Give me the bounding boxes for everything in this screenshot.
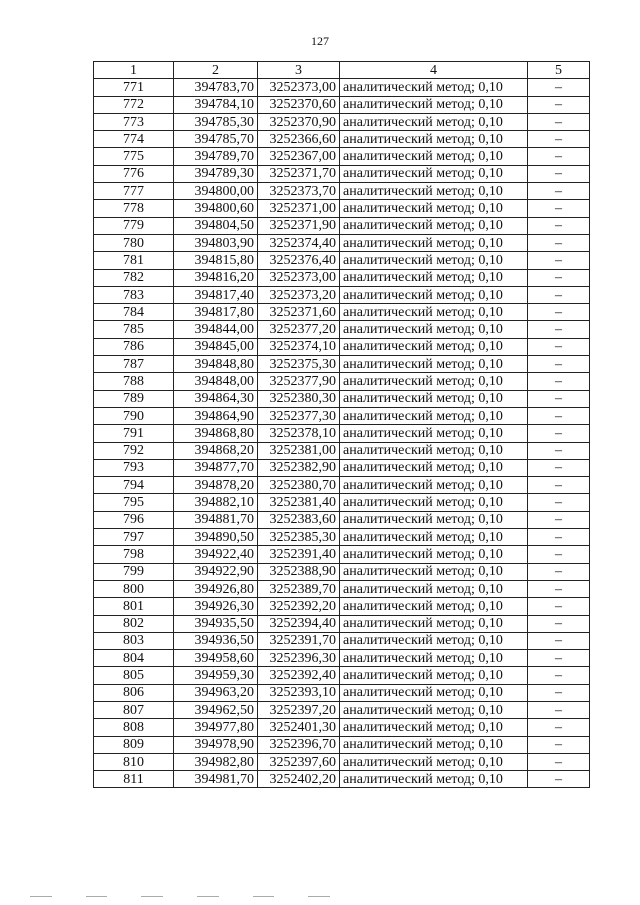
y-coordinate-cell: 3252396,70 <box>258 736 340 753</box>
x-coordinate-cell: 394800,00 <box>174 183 258 200</box>
method-cell: аналитический метод; 0,10 <box>340 442 528 459</box>
method-cell: аналитический метод; 0,10 <box>340 771 528 788</box>
point-number-cell: 803 <box>94 632 174 649</box>
point-number-cell: 797 <box>94 529 174 546</box>
y-coordinate-cell: 3252377,30 <box>258 407 340 424</box>
method-cell: аналитический метод; 0,10 <box>340 234 528 251</box>
method-cell: аналитический метод; 0,10 <box>340 286 528 303</box>
table-row <box>94 183 590 200</box>
x-coordinate-cell: 394926,30 <box>174 598 258 615</box>
x-coordinate-cell: 394962,50 <box>174 701 258 718</box>
table-row <box>94 719 590 736</box>
x-coordinate-cell: 394922,40 <box>174 546 258 563</box>
note-cell: – <box>528 217 590 234</box>
point-number-cell: 798 <box>94 546 174 563</box>
note-cell: – <box>528 511 590 528</box>
method-cell: аналитический метод; 0,10 <box>340 390 528 407</box>
table-row <box>94 511 590 528</box>
x-coordinate-cell: 394816,20 <box>174 269 258 286</box>
y-coordinate-cell: 3252393,10 <box>258 684 340 701</box>
method-cell: аналитический метод; 0,10 <box>340 373 528 390</box>
y-coordinate-cell: 3252402,20 <box>258 771 340 788</box>
note-cell: – <box>528 701 590 718</box>
method-cell: аналитический метод; 0,10 <box>340 667 528 684</box>
table-row <box>94 200 590 217</box>
y-coordinate-cell: 3252370,90 <box>258 113 340 130</box>
table-row <box>94 667 590 684</box>
point-number-cell: 811 <box>94 771 174 788</box>
x-coordinate-cell: 394981,70 <box>174 771 258 788</box>
point-number-cell: 810 <box>94 753 174 770</box>
y-coordinate-cell: 3252391,70 <box>258 632 340 649</box>
y-coordinate-cell: 3252370,60 <box>258 96 340 113</box>
note-cell: – <box>528 96 590 113</box>
note-cell: – <box>528 286 590 303</box>
method-cell: аналитический метод; 0,10 <box>340 407 528 424</box>
x-coordinate-cell: 394783,70 <box>174 79 258 96</box>
y-coordinate-cell: 3252378,10 <box>258 425 340 442</box>
x-coordinate-cell: 394845,00 <box>174 338 258 355</box>
x-coordinate-cell: 394877,70 <box>174 459 258 476</box>
y-coordinate-cell: 3252377,20 <box>258 321 340 338</box>
column-header-1: 1 <box>94 62 174 79</box>
point-number-cell: 799 <box>94 563 174 580</box>
y-coordinate-cell: 3252380,30 <box>258 390 340 407</box>
y-coordinate-cell: 3252397,60 <box>258 753 340 770</box>
method-cell: аналитический метод; 0,10 <box>340 96 528 113</box>
point-number-cell: 774 <box>94 131 174 148</box>
y-coordinate-cell: 3252397,20 <box>258 701 340 718</box>
point-number-cell: 772 <box>94 96 174 113</box>
table-row <box>94 701 590 718</box>
note-cell: – <box>528 477 590 494</box>
table-row <box>94 338 590 355</box>
y-coordinate-cell: 3252383,60 <box>258 511 340 528</box>
x-coordinate-cell: 394882,10 <box>174 494 258 511</box>
point-number-cell: 786 <box>94 338 174 355</box>
method-cell: аналитический метод; 0,10 <box>340 425 528 442</box>
y-coordinate-cell: 3252373,00 <box>258 269 340 286</box>
point-number-cell: 775 <box>94 148 174 165</box>
x-coordinate-cell: 394958,60 <box>174 650 258 667</box>
table-row <box>94 79 590 96</box>
x-coordinate-cell: 394789,30 <box>174 165 258 182</box>
note-cell: – <box>528 771 590 788</box>
note-cell: – <box>528 598 590 615</box>
y-coordinate-cell: 3252371,70 <box>258 165 340 182</box>
point-number-cell: 801 <box>94 598 174 615</box>
method-cell: аналитический метод; 0,10 <box>340 113 528 130</box>
x-coordinate-cell: 394784,10 <box>174 96 258 113</box>
table-row <box>94 546 590 563</box>
table-row <box>94 113 590 130</box>
table-row <box>94 217 590 234</box>
note-cell: – <box>528 684 590 701</box>
note-cell: – <box>528 183 590 200</box>
point-number-cell: 792 <box>94 442 174 459</box>
point-number-cell: 795 <box>94 494 174 511</box>
method-cell: аналитический метод; 0,10 <box>340 615 528 632</box>
note-cell: – <box>528 304 590 321</box>
x-coordinate-cell: 394868,80 <box>174 425 258 442</box>
point-number-cell: 806 <box>94 684 174 701</box>
note-cell: – <box>528 373 590 390</box>
y-coordinate-cell: 3252373,70 <box>258 183 340 200</box>
method-cell: аналитический метод; 0,10 <box>340 217 528 234</box>
column-header-4: 4 <box>340 62 528 79</box>
note-cell: – <box>528 529 590 546</box>
y-coordinate-cell: 3252392,20 <box>258 598 340 615</box>
note-cell: – <box>528 632 590 649</box>
table-row <box>94 771 590 788</box>
y-coordinate-cell: 3252366,60 <box>258 131 340 148</box>
note-cell: – <box>528 719 590 736</box>
x-coordinate-cell: 394815,80 <box>174 252 258 269</box>
table-row <box>94 477 590 494</box>
y-coordinate-cell: 3252380,70 <box>258 477 340 494</box>
point-number-cell: 773 <box>94 113 174 130</box>
table-row <box>94 131 590 148</box>
table-row <box>94 632 590 649</box>
note-cell: – <box>528 79 590 96</box>
y-coordinate-cell: 3252376,40 <box>258 252 340 269</box>
method-cell: аналитический метод; 0,10 <box>340 338 528 355</box>
table-row <box>94 459 590 476</box>
column-header-2: 2 <box>174 62 258 79</box>
note-cell: – <box>528 234 590 251</box>
page-number: 127 <box>311 34 329 48</box>
point-number-cell: 790 <box>94 407 174 424</box>
x-coordinate-cell: 394864,30 <box>174 390 258 407</box>
table-row <box>94 321 590 338</box>
x-coordinate-cell: 394978,90 <box>174 736 258 753</box>
x-coordinate-cell: 394922,90 <box>174 563 258 580</box>
point-number-cell: 805 <box>94 667 174 684</box>
table-row <box>94 96 590 113</box>
x-coordinate-cell: 394959,30 <box>174 667 258 684</box>
point-number-cell: 796 <box>94 511 174 528</box>
y-coordinate-cell: 3252401,30 <box>258 719 340 736</box>
y-coordinate-cell: 3252377,90 <box>258 373 340 390</box>
point-number-cell: 779 <box>94 217 174 234</box>
method-cell: аналитический метод; 0,10 <box>340 459 528 476</box>
table-row <box>94 234 590 251</box>
method-cell: аналитический метод; 0,10 <box>340 511 528 528</box>
table-row <box>94 148 590 165</box>
note-cell: – <box>528 131 590 148</box>
method-cell: аналитический метод; 0,10 <box>340 701 528 718</box>
point-number-cell: 783 <box>94 286 174 303</box>
point-number-cell: 782 <box>94 269 174 286</box>
note-cell: – <box>528 650 590 667</box>
note-cell: – <box>528 546 590 563</box>
table-row <box>94 286 590 303</box>
y-coordinate-cell: 3252396,30 <box>258 650 340 667</box>
x-coordinate-cell: 394982,80 <box>174 753 258 770</box>
method-cell: аналитический метод; 0,10 <box>340 529 528 546</box>
note-cell: – <box>528 165 590 182</box>
note-cell: – <box>528 200 590 217</box>
x-coordinate-cell: 394848,80 <box>174 356 258 373</box>
method-cell: аналитический метод; 0,10 <box>340 148 528 165</box>
x-coordinate-cell: 394817,80 <box>174 304 258 321</box>
note-cell: – <box>528 425 590 442</box>
x-coordinate-cell: 394789,70 <box>174 148 258 165</box>
y-coordinate-cell: 3252389,70 <box>258 580 340 597</box>
method-cell: аналитический метод; 0,10 <box>340 753 528 770</box>
table-row <box>94 580 590 597</box>
method-cell: аналитический метод; 0,10 <box>340 321 528 338</box>
column-header-3: 3 <box>258 62 340 79</box>
point-number-cell: 794 <box>94 477 174 494</box>
table-row <box>94 390 590 407</box>
y-coordinate-cell: 3252367,00 <box>258 148 340 165</box>
y-coordinate-cell: 3252381,40 <box>258 494 340 511</box>
y-coordinate-cell: 3252374,10 <box>258 338 340 355</box>
scan-footer-marks <box>30 893 330 899</box>
table-row <box>94 494 590 511</box>
method-cell: аналитический метод; 0,10 <box>340 269 528 286</box>
point-number-cell: 787 <box>94 356 174 373</box>
x-coordinate-cell: 394800,60 <box>174 200 258 217</box>
x-coordinate-cell: 394881,70 <box>174 511 258 528</box>
y-coordinate-cell: 3252374,40 <box>258 234 340 251</box>
note-cell: – <box>528 442 590 459</box>
table-row <box>94 598 590 615</box>
point-number-cell: 807 <box>94 701 174 718</box>
table-row <box>94 650 590 667</box>
method-cell: аналитический метод; 0,10 <box>340 580 528 597</box>
note-cell: – <box>528 563 590 580</box>
note-cell: – <box>528 113 590 130</box>
point-number-cell: 777 <box>94 183 174 200</box>
note-cell: – <box>528 667 590 684</box>
point-number-cell: 776 <box>94 165 174 182</box>
point-number-cell: 784 <box>94 304 174 321</box>
x-coordinate-cell: 394844,00 <box>174 321 258 338</box>
note-cell: – <box>528 390 590 407</box>
method-cell: аналитический метод; 0,10 <box>340 684 528 701</box>
table-row <box>94 252 590 269</box>
note-cell: – <box>528 494 590 511</box>
table-row <box>94 165 590 182</box>
point-number-cell: 793 <box>94 459 174 476</box>
x-coordinate-cell: 394785,30 <box>174 113 258 130</box>
note-cell: – <box>528 148 590 165</box>
table-header-row <box>94 62 590 79</box>
method-cell: аналитический метод; 0,10 <box>340 546 528 563</box>
x-coordinate-cell: 394868,20 <box>174 442 258 459</box>
table-row <box>94 304 590 321</box>
method-cell: аналитический метод; 0,10 <box>340 477 528 494</box>
point-number-cell: 771 <box>94 79 174 96</box>
coordinates-table <box>93 61 590 788</box>
x-coordinate-cell: 394878,20 <box>174 477 258 494</box>
note-cell: – <box>528 269 590 286</box>
point-number-cell: 808 <box>94 719 174 736</box>
x-coordinate-cell: 394963,20 <box>174 684 258 701</box>
y-coordinate-cell: 3252394,40 <box>258 615 340 632</box>
method-cell: аналитический метод; 0,10 <box>340 131 528 148</box>
x-coordinate-cell: 394817,40 <box>174 286 258 303</box>
point-number-cell: 778 <box>94 200 174 217</box>
y-coordinate-cell: 3252385,30 <box>258 529 340 546</box>
x-coordinate-cell: 394804,50 <box>174 217 258 234</box>
method-cell: аналитический метод; 0,10 <box>340 598 528 615</box>
method-cell: аналитический метод; 0,10 <box>340 200 528 217</box>
y-coordinate-cell: 3252391,40 <box>258 546 340 563</box>
table-row <box>94 753 590 770</box>
method-cell: аналитический метод; 0,10 <box>340 650 528 667</box>
note-cell: – <box>528 252 590 269</box>
method-cell: аналитический метод; 0,10 <box>340 563 528 580</box>
note-cell: – <box>528 321 590 338</box>
point-number-cell: 809 <box>94 736 174 753</box>
method-cell: аналитический метод; 0,10 <box>340 494 528 511</box>
x-coordinate-cell: 394848,00 <box>174 373 258 390</box>
point-number-cell: 788 <box>94 373 174 390</box>
table-row <box>94 684 590 701</box>
note-cell: – <box>528 356 590 373</box>
y-coordinate-cell: 3252373,20 <box>258 286 340 303</box>
column-header-5: 5 <box>528 62 590 79</box>
method-cell: аналитический метод; 0,10 <box>340 356 528 373</box>
y-coordinate-cell: 3252392,40 <box>258 667 340 684</box>
point-number-cell: 804 <box>94 650 174 667</box>
table-body <box>94 79 590 788</box>
method-cell: аналитический метод; 0,10 <box>340 183 528 200</box>
table-row <box>94 407 590 424</box>
point-number-cell: 785 <box>94 321 174 338</box>
method-cell: аналитический метод; 0,10 <box>340 304 528 321</box>
point-number-cell: 800 <box>94 580 174 597</box>
note-cell: – <box>528 615 590 632</box>
method-cell: аналитический метод; 0,10 <box>340 632 528 649</box>
note-cell: – <box>528 407 590 424</box>
note-cell: – <box>528 459 590 476</box>
y-coordinate-cell: 3252371,90 <box>258 217 340 234</box>
method-cell: аналитический метод; 0,10 <box>340 736 528 753</box>
note-cell: – <box>528 338 590 355</box>
table-row <box>94 425 590 442</box>
y-coordinate-cell: 3252371,00 <box>258 200 340 217</box>
table-row <box>94 373 590 390</box>
table-row <box>94 529 590 546</box>
method-cell: аналитический метод; 0,10 <box>340 252 528 269</box>
x-coordinate-cell: 394936,50 <box>174 632 258 649</box>
table-row <box>94 615 590 632</box>
table-row <box>94 563 590 580</box>
table-row <box>94 736 590 753</box>
x-coordinate-cell: 394890,50 <box>174 529 258 546</box>
y-coordinate-cell: 3252371,60 <box>258 304 340 321</box>
x-coordinate-cell: 394926,80 <box>174 580 258 597</box>
y-coordinate-cell: 3252381,00 <box>258 442 340 459</box>
method-cell: аналитический метод; 0,10 <box>340 165 528 182</box>
point-number-cell: 780 <box>94 234 174 251</box>
point-number-cell: 791 <box>94 425 174 442</box>
table-row <box>94 442 590 459</box>
table-row <box>94 356 590 373</box>
table-row <box>94 269 590 286</box>
x-coordinate-cell: 394803,90 <box>174 234 258 251</box>
x-coordinate-cell: 394864,90 <box>174 407 258 424</box>
y-coordinate-cell: 3252373,00 <box>258 79 340 96</box>
note-cell: – <box>528 753 590 770</box>
y-coordinate-cell: 3252382,90 <box>258 459 340 476</box>
method-cell: аналитический метод; 0,10 <box>340 79 528 96</box>
method-cell: аналитический метод; 0,10 <box>340 719 528 736</box>
y-coordinate-cell: 3252388,90 <box>258 563 340 580</box>
x-coordinate-cell: 394935,50 <box>174 615 258 632</box>
point-number-cell: 781 <box>94 252 174 269</box>
note-cell: – <box>528 580 590 597</box>
x-coordinate-cell: 394785,70 <box>174 131 258 148</box>
y-coordinate-cell: 3252375,30 <box>258 356 340 373</box>
x-coordinate-cell: 394977,80 <box>174 719 258 736</box>
point-number-cell: 802 <box>94 615 174 632</box>
point-number-cell: 789 <box>94 390 174 407</box>
note-cell: – <box>528 736 590 753</box>
